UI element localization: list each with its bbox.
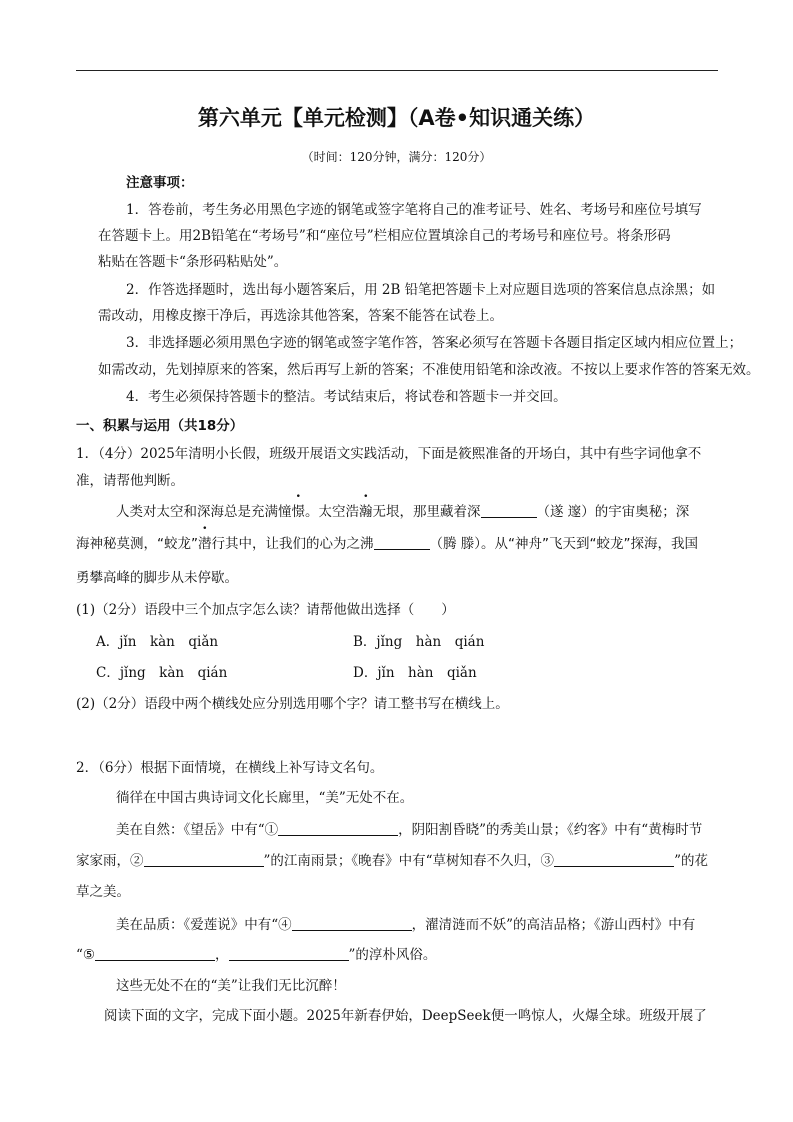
notice-line: 在答题卡上。用2B铅笔在“考场号”和“座位号”栏相应位置填涂自己的考场号和座位号。将条形码 bbox=[98, 228, 671, 244]
poem-context: 徜徉在中国古典诗词文化长廊里，“美”无处不在。 bbox=[116, 790, 414, 806]
page-title: 第六单元【单元检测】（A卷•知识通关练） bbox=[197, 106, 596, 130]
notice-line: 2．作答选择题时，选出每小题答案后，用 2B 铅笔把答题卡上对应题目选项的答案信息点涂黑；如 bbox=[126, 282, 716, 298]
option-c[interactable]: C．jǐng kàn qián bbox=[96, 665, 228, 681]
answer-blank[interactable] bbox=[144, 852, 264, 867]
notice-line: 3．非选择题必须用黑色字迹的钢笔或签字笔作答，答案必须写在答题卡各题目指定区域内相应位置上； bbox=[126, 335, 743, 351]
notice-line: 如需改动，先划掉原来的答案，然后再写上新的答案；不准使用铅笔和涂改液。不按以上要求作答的答案无效。 bbox=[98, 362, 760, 378]
poem-context: 家家雨，② ”的江南雨景；《晚春》中有“草树知春不久归，③ ”的花 bbox=[76, 853, 708, 869]
dotted-char: 瀚 bbox=[359, 504, 373, 520]
reading-intro: 阅读下面的文字，完成下面小题。2025年新春伊始，DeepSeek便一鸣惊人，火爆全球。班级开展了 bbox=[104, 1008, 707, 1024]
sub-question: (2)（2分）语段中两个横线处应分别选用哪个字？请工整书写在横线上。 bbox=[76, 696, 509, 712]
option-d[interactable]: D．jǐn hàn qiǎn bbox=[353, 665, 477, 681]
answer-blank[interactable] bbox=[481, 503, 537, 518]
option-a[interactable]: A．jǐn kàn qiǎn bbox=[96, 634, 219, 650]
notice-line: 需改动，用橡皮擦干净后，再选涂其他答案，答案不能答在试卷上。 bbox=[98, 308, 503, 324]
answer-blank[interactable] bbox=[278, 821, 398, 836]
notice-line: 粘贴在答题卡“条形码粘贴处”。 bbox=[98, 254, 288, 270]
question-1-stem: 准，请帮他判断。 bbox=[76, 473, 184, 489]
passage-line: 勇攀高峰的脚步从未停歇。 bbox=[76, 570, 238, 586]
question-2-stem: 2．（6分）根据下面情境，在横线上补写诗文名句。 bbox=[76, 760, 384, 776]
sub-question: (1)（2分）语段中三个加点字怎么读？请帮他做出选择（ ） bbox=[76, 602, 455, 618]
header-rule bbox=[76, 70, 718, 71]
question-1-stem: 1．（4分）2025年清明小长假，班级开展语文实践活动，下面是筱熙准备的开场白，其中有些字词他拿不 bbox=[76, 446, 702, 462]
poem-context: “⑤ ， ”的淳朴风俗。 bbox=[76, 947, 437, 963]
notice-heading: 注意事项： bbox=[126, 175, 194, 191]
answer-blank[interactable] bbox=[554, 852, 674, 867]
exam-time-info: （时间：120分钟，满分：120分） bbox=[301, 150, 492, 164]
answer-blank[interactable] bbox=[229, 946, 349, 961]
dotted-char: 憬 bbox=[291, 504, 305, 520]
section-heading: 一、积累与运用（共18分） bbox=[76, 418, 244, 434]
passage-line: 人类对太空和深海总是充满憧憬。太空浩瀚无垠，那里藏着深 （遂 邃）的宇宙奥秘；深 bbox=[116, 504, 690, 520]
notice-line: 1．答卷前，考生务必用黑色字迹的钢笔或签字笔将自己的准考证号、姓名、考场号和座位号填写 bbox=[126, 202, 702, 218]
poem-context: 这些无处不在的“美”让我们无比沉醉！ bbox=[116, 978, 346, 994]
poem-context: 美在品质：《爱莲说》中有“④ ，濯清涟而不妖”的高洁品格；《游山西村》中有 bbox=[116, 917, 696, 933]
passage-line: 海神秘莫测，“蛟龙”潜行其中，让我们的心为之沸 （腾 滕）。从“神舟”飞天到“蛟龙”探海，我国 bbox=[76, 536, 699, 552]
option-b[interactable]: B．jǐng hàn qián bbox=[353, 634, 485, 650]
answer-blank[interactable] bbox=[95, 946, 215, 961]
answer-blank[interactable] bbox=[292, 916, 412, 931]
answer-blank[interactable] bbox=[374, 535, 430, 550]
poem-context: 美在自然：《望岳》中有“① ，阴阳割昏晓”的秀美山景；《约客》中有“黄梅时节 bbox=[116, 822, 703, 838]
notice-line: 4．考生必须保持答题卡的整洁。考试结束后，将试卷和答题卡一并交回。 bbox=[126, 389, 567, 405]
poem-context: 草之美。 bbox=[76, 884, 130, 900]
dotted-char: 潜 bbox=[198, 536, 212, 552]
